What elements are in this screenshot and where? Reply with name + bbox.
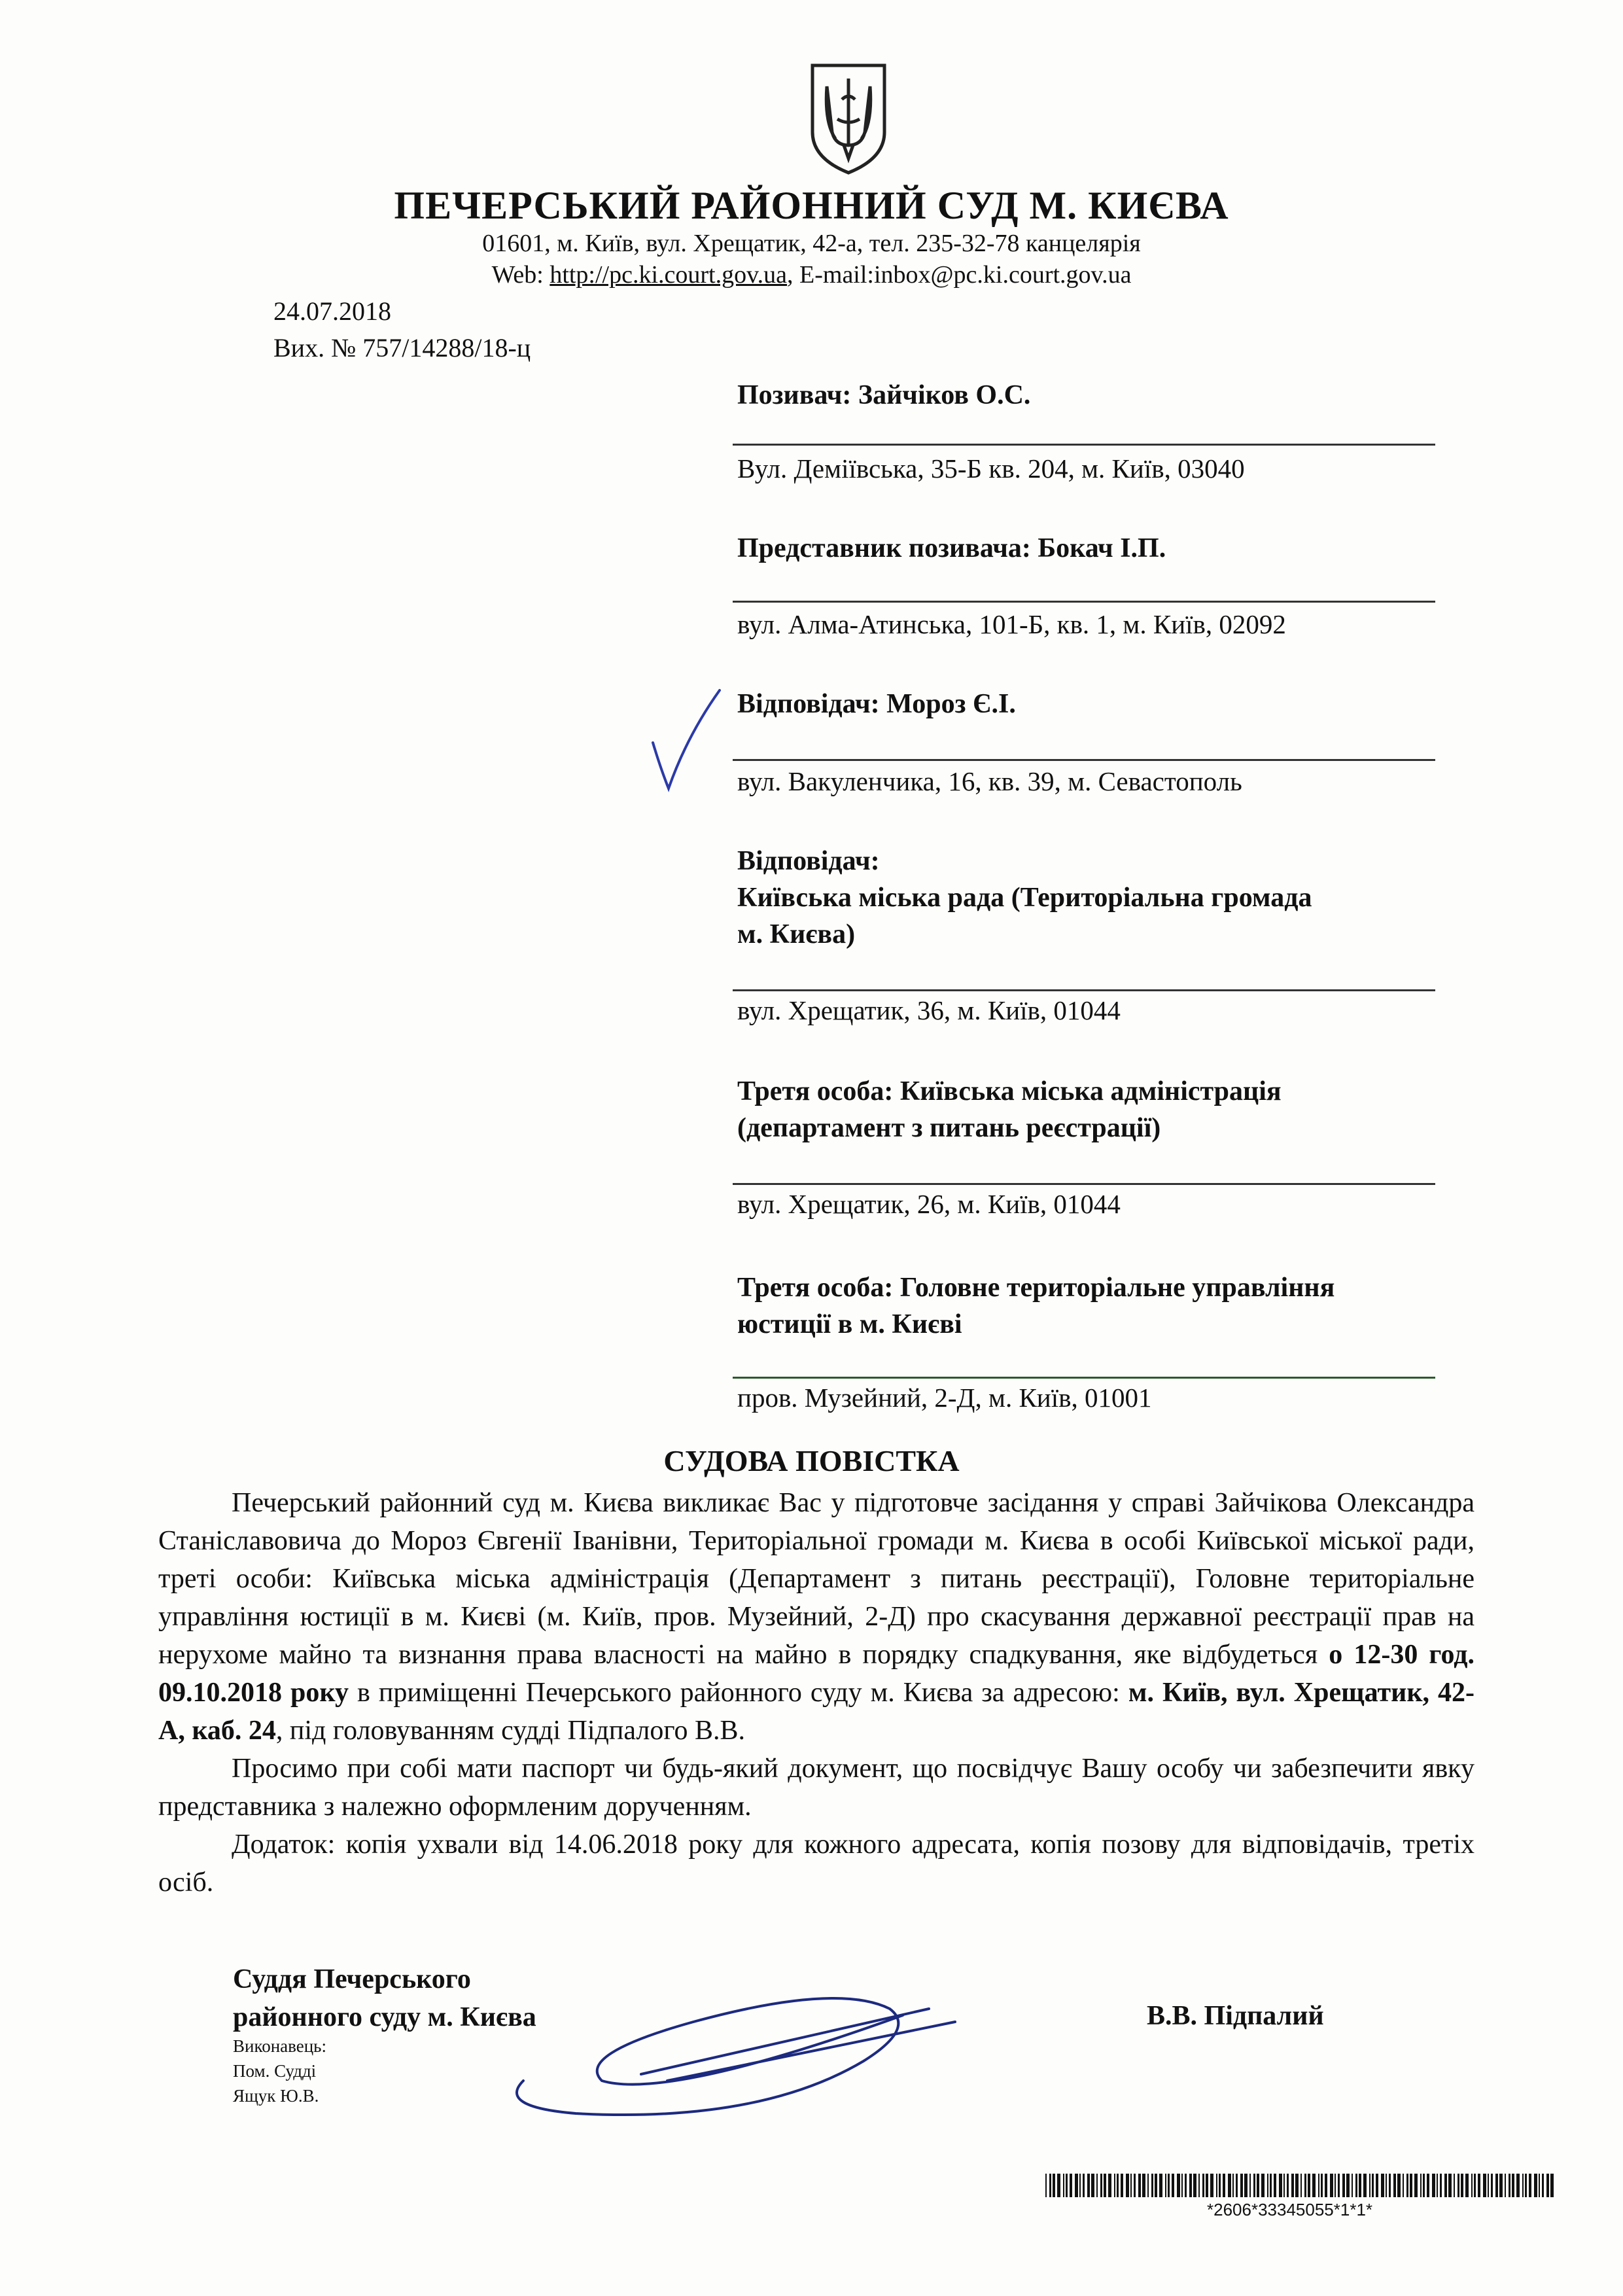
divider — [733, 1377, 1435, 1379]
hearing-address: м. Київ, вул. Хрещатик, 42-А, каб. 24 — [158, 1678, 1475, 1746]
handwritten-signature — [497, 1983, 994, 2127]
barcode-bar — [1075, 2174, 1078, 2197]
barcode-bar — [1274, 2174, 1276, 2197]
barcode-bar — [1079, 2174, 1081, 2197]
barcode-bar — [1108, 2174, 1111, 2197]
barcode-bar — [1376, 2174, 1378, 2197]
barcode-bar — [1117, 2174, 1119, 2197]
barcode-bar — [1168, 2174, 1170, 2197]
barcode-bar — [1403, 2174, 1404, 2197]
barcode-bar — [1304, 2174, 1306, 2197]
barcode-bar — [1461, 2174, 1463, 2197]
barcode-bar — [1369, 2174, 1370, 2197]
coat-of-arms-icon — [806, 60, 891, 178]
summons-paragraph-2: Просимо при собі мати паспорт чи будь-який документ, що посвідчує Вашу особу чи забезпечити явку представника з належно оформленим дорученням. — [158, 1754, 1475, 1822]
barcode-bar — [1312, 2174, 1316, 2197]
barcode-bar — [1308, 2174, 1310, 2197]
title-line: Відповідач: — [737, 846, 880, 876]
barcode-bar — [1267, 2174, 1268, 2197]
barcode-bar — [1138, 2174, 1141, 2197]
summons-paragraph-3: Додаток: копія ухвали від 14.06.2018 року для кожного адресата, копія позову для відповідачів, третіх осіб. — [158, 1829, 1475, 1898]
barcode-bar — [1444, 2174, 1447, 2197]
executor-role: Пом. Судді — [233, 2061, 317, 2081]
barcode-bar — [1363, 2174, 1367, 2197]
court-contacts — [0, 260, 1623, 289]
barcode-bar — [1253, 2174, 1255, 2197]
barcode-bar — [1386, 2174, 1387, 2197]
barcode-bar — [1389, 2174, 1391, 2197]
representative-title: Представник позивача: Бокач І.П. — [737, 533, 1166, 563]
divider — [733, 444, 1435, 446]
barcode-bar — [1130, 2174, 1132, 2197]
defendant-1-title: Відповідач: Мороз Є.І. — [737, 689, 1016, 719]
barcode-bar — [1491, 2174, 1493, 2197]
barcode-bar — [1177, 2174, 1180, 2197]
third-party-2-title — [737, 1269, 1457, 1343]
barcode-bar — [1534, 2174, 1537, 2197]
barcode-bar — [1406, 2174, 1408, 2197]
barcode — [1045, 2174, 1556, 2197]
barcode-bar — [1359, 2174, 1361, 2197]
plaintiff-address: Вул. Деміївська, 35-Б кв. 204, м. Київ, 03040 — [737, 453, 1245, 484]
barcode-bar — [1066, 2174, 1068, 2197]
barcode-bar — [1355, 2174, 1357, 2197]
document-date: 24.07.2018 — [273, 296, 391, 326]
barcode-bar — [1420, 2174, 1422, 2197]
barcode-bar — [1249, 2174, 1251, 2197]
barcode-bar — [1070, 2174, 1072, 2197]
barcode-bar — [1193, 2174, 1196, 2197]
barcode-bar — [1185, 2174, 1187, 2197]
barcode-bar — [1126, 2174, 1129, 2197]
barcode-bar — [1121, 2174, 1123, 2197]
barcode-bar — [1151, 2174, 1153, 2197]
barcode-bar — [1352, 2174, 1353, 2197]
barcode-bar — [1270, 2174, 1272, 2197]
barcode-bar — [1210, 2174, 1213, 2197]
representative-address: вул. Алма-Атинська, 101-Б, кв. 1, м. Київ, 02092 — [737, 609, 1286, 639]
barcode-bar — [1471, 2174, 1473, 2197]
barcode-bar — [1330, 2174, 1333, 2197]
barcode-bar — [1134, 2174, 1136, 2197]
divider — [733, 1183, 1435, 1185]
barcode-bar — [1244, 2174, 1248, 2197]
barcode-bar — [1525, 2174, 1527, 2197]
web-prefix: Web: — [491, 261, 550, 289]
barcode-bar — [1440, 2174, 1442, 2197]
barcode-bar — [1346, 2174, 1350, 2197]
barcode-bar — [1522, 2174, 1524, 2197]
barcode-bar — [1432, 2174, 1435, 2197]
barcode-bar — [1142, 2174, 1145, 2197]
barcode-bar — [1499, 2174, 1503, 2197]
barcode-bar — [1083, 2174, 1085, 2197]
barcode-bar — [1505, 2174, 1506, 2197]
barcode-bar — [1342, 2174, 1345, 2197]
barcode-bar — [1410, 2174, 1412, 2197]
barcode-bar — [1096, 2174, 1098, 2197]
barcode-bar — [1338, 2174, 1340, 2197]
executor-name: Ящук Ю.В. — [233, 2086, 319, 2106]
barcode-bar — [1291, 2174, 1294, 2197]
barcode-bar — [1223, 2174, 1225, 2197]
barcode-bar — [1236, 2174, 1238, 2197]
barcode-bar — [1198, 2174, 1200, 2197]
barcode-bar — [1100, 2174, 1102, 2197]
barcode-bar — [1172, 2174, 1174, 2197]
barcode-bar — [1049, 2174, 1051, 2197]
check-mark-icon — [648, 684, 726, 795]
barcode-bar — [1454, 2174, 1455, 2197]
barcode-bar — [1114, 2174, 1115, 2197]
third-party-2-address: пров. Музейний, 2-Д, м. Київ, 01001 — [737, 1383, 1152, 1413]
barcode-bar — [1335, 2174, 1336, 2197]
barcode-bar — [1087, 2174, 1090, 2197]
summons-paragraph-1: Печерський районний суд м. Києва викликає Вас у підготовче засідання у справі Зайчікова Олександра Станіславовича до Мороз Євгенії Іванівни, Територіальної громади м. Києва в особі Київської міської ради, треті особи: Київська міська адміністрація (Департамент з питань реєстрації), Головне територіальне управління юстиції в м. Києві (м. Київ, пров. Музейний, 2-Д) про скасування державної реєстрації прав на нерухоме майно та визнання права власності на майно в порядку спадкування, яке відбудеться о 12-30 год. 09.10.2018 року в приміщенні Печерського районного суду м. Києва за адресою: м. Київ, вул. Хрещатик, 42-А, каб. 24, під головуванням судді Підпалого В.В. — [158, 1488, 1475, 1746]
barcode-bar — [1474, 2174, 1476, 2197]
barcode-bar — [1488, 2174, 1489, 2197]
court-email: , E-mail:inbox@pc.ki.court.gov.ua — [787, 261, 1132, 289]
barcode-bar — [1181, 2174, 1183, 2197]
third-party-1-address: вул. Хрещатик, 26, м. Київ, 01044 — [737, 1189, 1121, 1219]
court-website-link[interactable]: http://pc.ki.court.gov.ua — [550, 261, 788, 289]
defendant-2-address: вул. Хрещатик, 36, м. Київ, 01044 — [737, 995, 1121, 1025]
barcode-bar — [1287, 2174, 1289, 2197]
court-title: ПЕЧЕРСЬКИЙ РАЙОННИЙ СУД М. КИЄВА — [394, 184, 1229, 227]
barcode-bar — [1159, 2174, 1162, 2197]
barcode-bar — [1509, 2174, 1510, 2197]
barcode-bar — [1300, 2174, 1302, 2197]
barcode-bar — [1104, 2174, 1106, 2197]
barcode-bar — [1423, 2174, 1425, 2197]
barcode-bar — [1321, 2174, 1323, 2197]
barcode-bar — [1372, 2174, 1374, 2197]
judge-title-line: Суддя Печерського — [233, 1964, 471, 1994]
hearing-datetime: о 12-30 год. 09.10.2018 року — [158, 1640, 1475, 1708]
barcode-bar — [1465, 2174, 1469, 2197]
barcode-bar — [1045, 2174, 1047, 2197]
barcode-bar — [1053, 2174, 1055, 2197]
barcode-bar — [1219, 2174, 1221, 2197]
barcode-bar — [1325, 2174, 1327, 2197]
executor-block — [233, 2034, 326, 2108]
barcode-bar — [1550, 2174, 1554, 2197]
barcode-bar — [1261, 2174, 1265, 2197]
barcode-bar — [1189, 2174, 1192, 2197]
barcode-bar — [1240, 2174, 1243, 2197]
defendant-2-title — [737, 843, 1457, 953]
summons-body — [158, 1484, 1475, 1901]
barcode-bar — [1448, 2174, 1452, 2197]
barcode-bar — [1495, 2174, 1498, 2197]
barcode-bar — [1155, 2174, 1157, 2197]
barcode-bar — [1529, 2174, 1531, 2197]
barcode-bar — [1165, 2174, 1166, 2197]
barcode-bar — [1427, 2174, 1429, 2197]
title-line: Третя особа: Київська міська адміністрація — [737, 1076, 1282, 1106]
barcode-bar — [1414, 2174, 1418, 2197]
title-line: (департамент з питань реєстрації) — [737, 1113, 1161, 1143]
barcode-bar — [1512, 2174, 1514, 2197]
barcode-bar — [1257, 2174, 1259, 2197]
barcode-bar — [1483, 2174, 1486, 2197]
barcode-bar — [1228, 2174, 1231, 2197]
barcode-bar — [1381, 2174, 1384, 2197]
title-line: Київська міська рада (Територіальна громада — [737, 883, 1312, 913]
barcode-bar — [1057, 2174, 1060, 2197]
barcode-bar — [1232, 2174, 1234, 2197]
barcode-bar — [1397, 2174, 1401, 2197]
barcode-bar — [1516, 2174, 1520, 2197]
divider — [733, 759, 1435, 761]
title-line: юстиції в м. Києві — [737, 1309, 962, 1339]
barcode-number: *2606*33345055*1*1* — [1207, 2200, 1373, 2219]
plaintiff-title: Позивач: Зайчіков О.С. — [737, 380, 1031, 410]
judge-title-line: районного суду м. Києва — [233, 2002, 536, 2032]
barcode-bar — [1295, 2174, 1299, 2197]
executor-label: Виконавець: — [233, 2036, 326, 2056]
barcode-bar — [1539, 2174, 1540, 2197]
barcode-bar — [1279, 2174, 1282, 2197]
barcode-bar — [1216, 2174, 1217, 2197]
judge-title — [233, 1960, 536, 2036]
third-party-1-title — [737, 1073, 1457, 1146]
barcode-bar — [1393, 2174, 1396, 2197]
divider — [733, 989, 1435, 991]
defendant-1-address: вул. Вакуленчика, 16, кв. 39, м. Севастополь — [737, 766, 1242, 796]
barcode-bar — [1546, 2174, 1549, 2197]
barcode-bar — [1437, 2174, 1438, 2197]
barcode-bar — [1202, 2174, 1204, 2197]
barcode-bar — [1457, 2174, 1459, 2197]
title-line: м. Києва) — [737, 919, 856, 949]
court-address: 01601, м. Київ, вул. Хрещатик, 42-а, тел. 235-32-78 канцелярія — [482, 230, 1141, 257]
barcode-bar — [1147, 2174, 1149, 2197]
barcode-bar — [1283, 2174, 1285, 2197]
document-heading: СУДОВА ПОВІСТКА — [663, 1444, 960, 1477]
judge-name: В.В. Підпалий — [1147, 2001, 1324, 2031]
barcode-bar — [1063, 2174, 1064, 2197]
barcode-bar — [1091, 2174, 1094, 2197]
outgoing-number: Вих. № 757/14288/18-ц — [273, 333, 531, 362]
title-line: Третя особа: Головне територіальне управління — [737, 1273, 1335, 1303]
barcode-bar — [1478, 2174, 1480, 2197]
barcode-bar — [1318, 2174, 1319, 2197]
barcode-bar — [1206, 2174, 1208, 2197]
divider — [733, 601, 1435, 603]
barcode-bar — [1542, 2174, 1544, 2197]
